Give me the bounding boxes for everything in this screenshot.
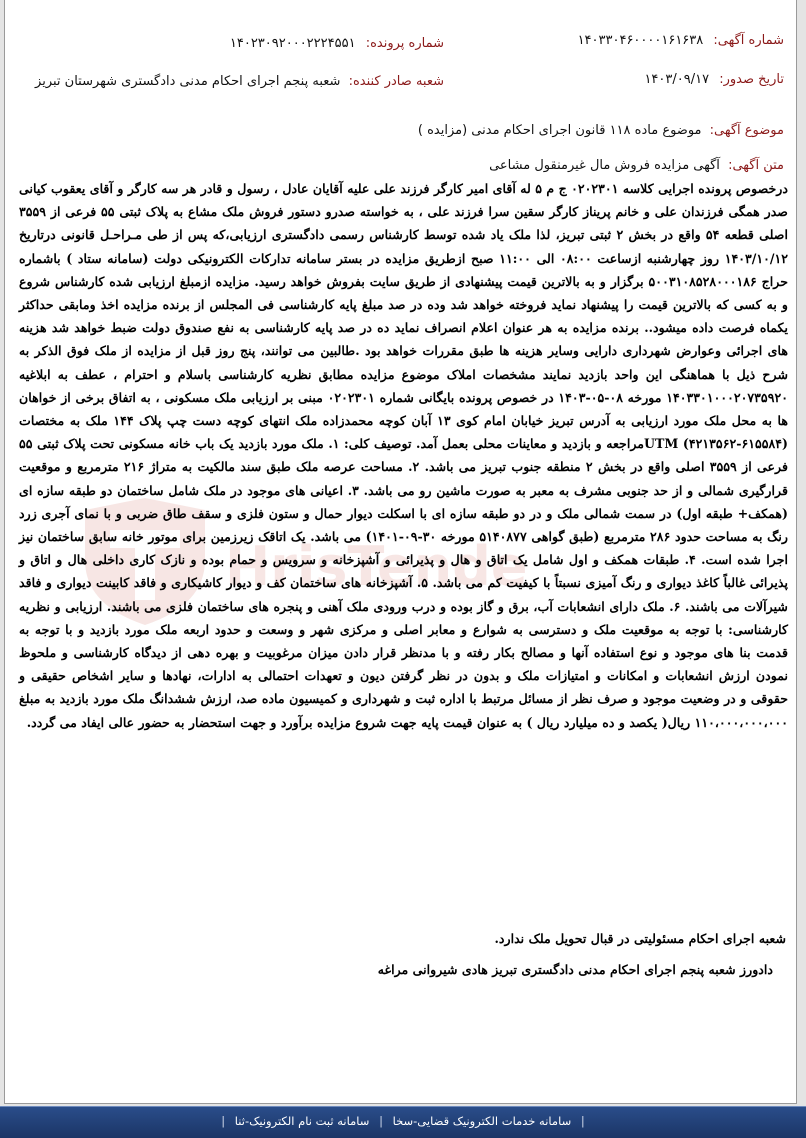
notice-number-value: ۱۴۰۳۳۰۴۶۰۰۰۰۱۶۱۶۳۸ xyxy=(577,33,704,48)
disclaimer-line: شعبه اجرای احکام مسئولیتی در قبال تحویل ملک ندارد. xyxy=(494,931,786,946)
notice-number-label: شماره آگهی: xyxy=(713,33,784,48)
signature-line: دادورز شعبه پنجم اجرای احکام مدنی دادگستری تبریز هادی شیروانی مراغه xyxy=(377,962,773,977)
text-title: آگهی مزایده فروش مال غیرمنقول مشاعی xyxy=(489,158,720,173)
notice-number-row xyxy=(578,32,784,50)
footer-separator-right: | xyxy=(221,1114,226,1128)
subject-row xyxy=(418,122,784,140)
issuer-row xyxy=(35,73,444,91)
subject-label: موضوع آگهی: xyxy=(709,123,784,138)
case-number-value: ۱۴۰۲۳۰۹۲۰۰۰۲۲۲۴۵۵۱ xyxy=(229,36,356,51)
case-number-label: شماره پرونده: xyxy=(365,36,444,51)
text-title-row xyxy=(489,157,784,175)
text-label: متن آگهی: xyxy=(728,158,784,173)
notice-page xyxy=(4,0,797,1104)
issue-date-row xyxy=(644,71,784,89)
case-number-row xyxy=(230,35,444,53)
footer-link-sakha[interactable]: سامانه خدمات الکترونیک قضایی-سخا xyxy=(392,1114,572,1128)
notice-body: درخصوص پرونده اجرایی کلاسه ۰۲۰۲۳۰۱ ج م ۵ له آقای امیر کارگر فرزند علی علیه آقایان عادل ، رسول و قادر هر سه کارگر و آقای یعقوب کیانی صدر همگی فرزندان علی و خانم پریناز کارگر سقین سرا فرزند علی ، به خواسته صدرو دستور فروش ملک مشاع به پلاک ثبتی ۵۵ فرعی از ۳۵۵۹ اصلی قطعه ۵۴ واقع در بخش ۲ ثبتی تبریز، لذا ملک یاد شده توسط کارشناس رسمی دادگستری ارزیابی،که پس از طی مـراحـل قانونی درتاریخ ۱۴۰۳/۱۰/۱۲ روز چهارشنبه ازساعت ۰۸:۰۰ الی ۱۱:۰۰ صبح ازطریق مزایده در بستر سامانه تدارکات الکترونیکی دولت (سامانه ستاد ) باشماره حراج ۵۰۰۳۱۰۸۵۲۸۰۰۰۱۸۶ برگزار و به بالاترین قیمت پیشنهادی از طریق سایت بفروش خواهد رسید. مزایده ازمبلغ ارزیابی شده کارشناس شروع و به کسی که بالاترین قیمت را پیشنهاد نماید فروخته خواهد شد وده در صد مبلغ پایه کارشناسی فی المجلس از برنده مزایده اخذ ومابقی حداکثر یکماه فرصت داده میشود.. برنده مزایده به هر عنوان اعلام انصراف نماید ده در صد پایه کارشناسی به نفع صندوق دولت ضبط خواهد شد هزینه های اجرائی وعوارض شهرداری دارایی وسایر هزینه ها طبق مقررات خواهد بود .طالبین می توانند، پنج روز قبل از مزایده از ملک فوق الذکر به شرح ذیل با هماهنگی این واحد بازدید نمایند مشخصات املاک موضوع مزایده مطابق نظریه کارشناسی باسلام و احترام ، عطف به ابلاغیه ۱۴۰۳۳۰۱۰۰۰۲۰۷۳۵۹۲۰ مورخه ۰۸-۰۵-۱۴۰۳ در خصوص پرونده بایگانی شماره ۰۲۰۲۳۰۱ مبنی بر ارزیابی ملک مسکونی ، به اتفاق برخی از خواهان ها به محل ملک مورد ارزیابی به آدرس تبریز خیابان امام کوی ۱۳ آبان کوچه محمدزاده ملک انتهای کوچه دست چپ پلاک ۱۴۴ ملک به مختصات UTM (۴۲۱۳۵۶۲-۶۱۵۵۸۴)مراجعه و بازدید و معاینات محلی بعمل آمد. توصیف کلی: ۱. ملک مورد بازدید یک باب خانه مسکونی تحت پلاک ثبتی ۵۵ فرعی از ۳۵۵۹ اصلی واقع در بخش ۲ منطقه جنوب تبریز می باشد. ۲. مساحت عرصه ملک طبق سند مالکیت به متراژ ۲۱۶ مترمربع و موقعیت قرارگیری شمالی و از حد جنوبی مشرف به معبر به صورت ماشین رو می باشد. ۳. اعیانی های موجود در ملک شامل ساختمان دو طبقه سازه ای (همکف+ طبقه اول) در سمت شمالی ملک و در دو طبقه سازه ای با اسکلت دیوار حمال و ستون فلزی و سقف طاق ضربی و با نمای آجری زرد رنگ به مساحت حدود ۲۸۶ مترمربع (طبق گواهی ۵۱۴۰۸۷۷ مورخه ۳۰-۰۹-۱۴۰۱) می باشد. یک اتاقک زیرزمین برای موتور خانه سابق ساختمان نیز اجرا شده است. ۴. طبقات همکف و اول شامل یک اتاق و هال و پذیرائی و آشپزخانه و سرویس و حمام بوده و نازک کاری داخلی هال و اتاق و پذیرائی غالباً کاغذ دیواری و رنگ آمیزی نسبتاً با کیفیت کم می باشد. ۵. آشپزخانه های ساختمان کف و دیوار کاشیکاری و فاقد کابینت دیواری و فاقد شیرآلات می باشند. ۶. ملک دارای انشعابات آب، برق و گاز بوده و درب ورودی ملک آهنی و پنجره های ساختمان فلزی می باشند. ارزیابی و نظریه کارشناسی: با توجه به موقعیت ملک و دسترسی به شوارع و معابر اصلی و مرکزی شهر و وسعت و حدود اربعه ملک مورد بازدید و با توجه به قدمت بنا های موجود و نوع استفاده آنها و مصالح بکار رفته و با مدنظر قرار دادن میزان مرغوبیت و بهره دهی از دیدگاه کارشناسی و ملحوظ نمودن ارزش انشعابات و امکانات و امتیازات ملک و بدون در نظر گرفتن دیون و تعهدات احتمالی به ادارات، نهادها و سایر اشخاص حقیقی و حقوقی و در وضعیت موجود و صرف نظر از مسائل مرتبط با اداره ثبت و شهرداری و کمیسیون ماده صد، ارزش ششدانگ ملک مورد بازدید به مبلغ ۱۱۰،۰۰۰،۰۰۰،۰۰۰ ریال( یکصد و ده میلیارد ریال ) به عنوان قیمت پایه جهت شروع مزایده برآورد و جهت استحضار به حضور عالی ایفاد می گردد. xyxy=(19,181,789,730)
footer-bar xyxy=(0,1106,806,1138)
footer-link-sana[interactable]: سامانه ثبت نام الکترونیک-ثنا xyxy=(234,1114,370,1128)
footer-separator-middle: | xyxy=(379,1114,383,1128)
watermark-text: HrisTende xyxy=(225,535,525,598)
issuer-label: شعبه صادر کننده: xyxy=(348,74,444,89)
subject-value: موضوع ماده ۱۱۸ قانون اجرای احکام مدنی (مزایده ) xyxy=(417,123,702,138)
issue-date-value: ۱۴۰۳/۰۹/۱۷ xyxy=(644,72,710,87)
issuer-value: شعبه پنجم اجرای احکام مدنی دادگستری شهرستان تبریز xyxy=(35,74,341,89)
footer-separator-left: | xyxy=(580,1114,585,1128)
footer-links xyxy=(0,1114,806,1128)
issue-date-label: تاریخ صدور: xyxy=(719,72,784,87)
